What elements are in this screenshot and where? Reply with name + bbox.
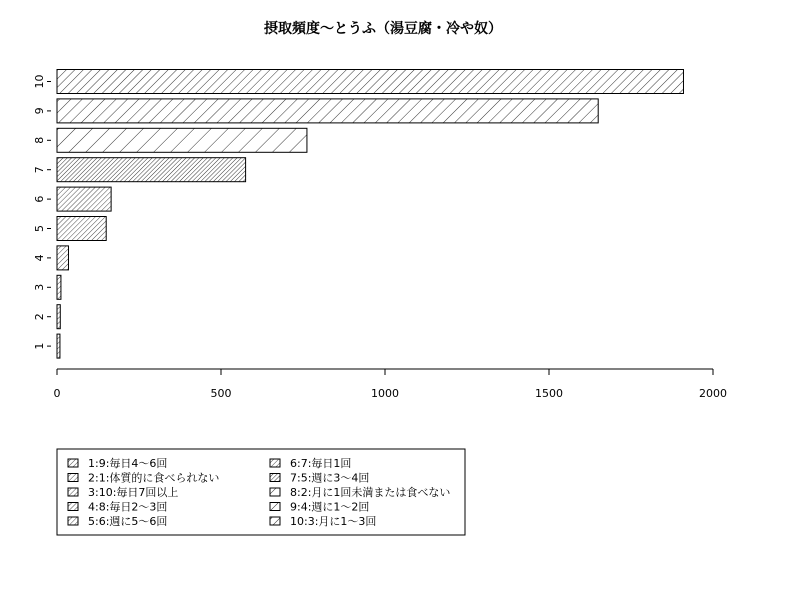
bar	[57, 70, 683, 94]
legend-label: 9:4:週に1〜2回	[290, 500, 370, 514]
legend-label: 10:3:月に1〜3回	[290, 515, 377, 528]
legend-label: 5:6:週に5〜6回	[88, 515, 168, 528]
bar	[57, 217, 106, 241]
x-axis	[54, 369, 728, 400]
legend-label: 6:7:毎日1回	[290, 457, 352, 470]
y-tick-label: 7	[33, 166, 46, 174]
legend-label: 4:8:毎日2〜3回	[88, 500, 168, 514]
y-tick-label: 4	[33, 254, 46, 262]
legend-label: 8:2:月に1回未満または食べない	[290, 486, 451, 499]
legend-swatch	[68, 474, 78, 482]
legend-label: 3:10:毎日7回以上	[88, 486, 179, 499]
bar	[57, 334, 60, 358]
bar	[57, 158, 246, 182]
x-tick-label: 1500	[535, 387, 563, 400]
legend-swatch	[68, 517, 78, 525]
legend	[57, 449, 465, 535]
y-axis	[33, 75, 51, 350]
x-tick-label: 0	[53, 387, 61, 400]
y-tick-label: 5	[33, 225, 46, 232]
legend-swatch	[270, 459, 280, 467]
legend-swatch	[270, 517, 280, 525]
legend-swatch	[68, 503, 78, 511]
bar	[57, 305, 60, 329]
bar	[57, 128, 307, 152]
x-tick-label: 1000	[371, 387, 399, 400]
bar	[57, 275, 61, 299]
legend-swatch	[68, 459, 78, 467]
x-tick-label: 500	[210, 387, 232, 400]
x-tick-label: 2000	[699, 387, 727, 400]
legend-swatch	[270, 503, 280, 511]
y-tick-label: 9	[33, 107, 46, 115]
y-tick-label: 1	[33, 342, 46, 350]
y-tick-label: 2	[33, 313, 46, 321]
legend-label: 2:1:体質的に食べられない	[88, 471, 220, 485]
bars	[57, 70, 683, 359]
legend-label: 7:5:週に3〜4回	[290, 471, 370, 485]
y-tick-label: 6	[33, 195, 46, 203]
legend-swatch	[270, 488, 280, 496]
y-tick-label: 10	[33, 74, 46, 89]
bar	[57, 246, 68, 270]
bar	[57, 187, 111, 211]
chart-title: 摂取頻度〜とうふ（湯豆腐・冷や奴）	[264, 21, 502, 37]
y-tick-label: 3	[33, 283, 46, 291]
legend-swatch	[68, 488, 78, 496]
legend-label: 1:9:毎日4〜6回	[88, 457, 168, 470]
legend-swatch	[270, 474, 280, 482]
bar	[57, 99, 598, 123]
y-tick-label: 8	[33, 136, 46, 144]
